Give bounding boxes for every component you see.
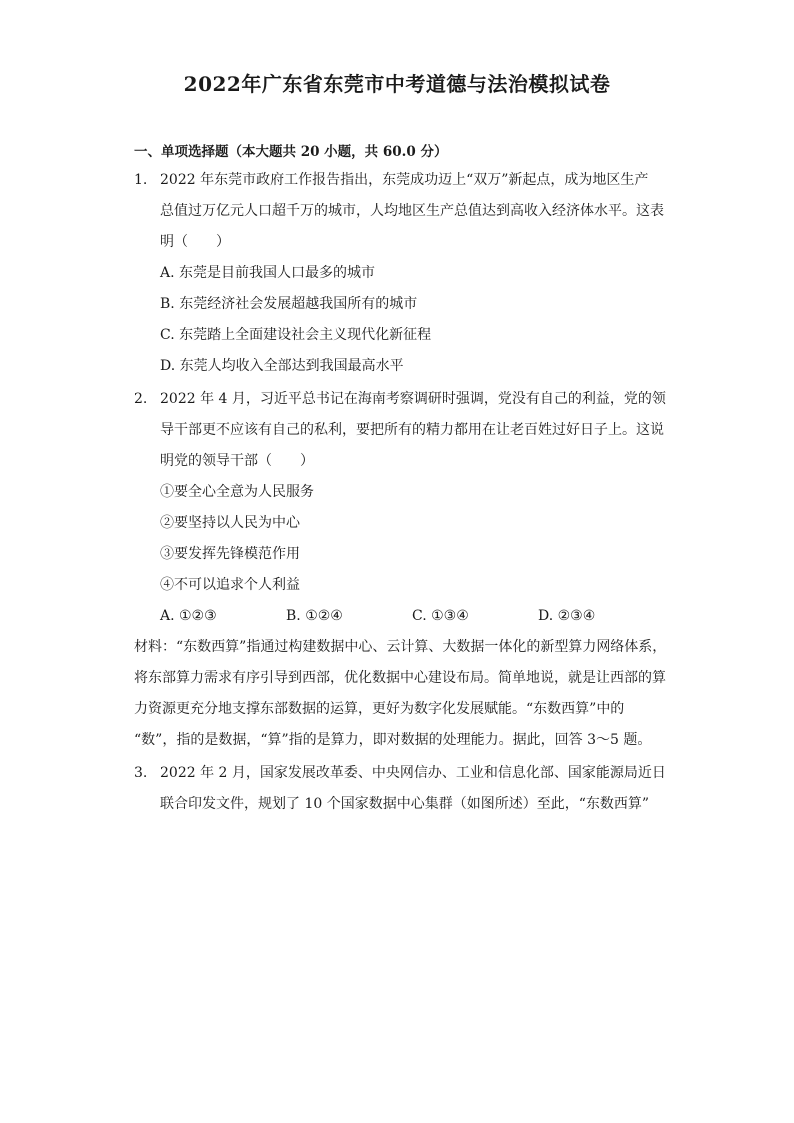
question-1-option-b: B. 东莞经济社会发展超越我国所有的城市 bbox=[160, 296, 418, 312]
question-2-option-b: B. ①②④ bbox=[286, 608, 343, 624]
question-1-line: 2022 年东莞市政府工作报告指出，东莞成功迈上“双万”新起点，成为地区生产 bbox=[160, 172, 649, 188]
question-3-line: 联合印发文件，规划了 10 个国家数据中心集群（如图所述）至此，“东数西算” bbox=[160, 796, 650, 812]
question-1-line: 明（ ） bbox=[160, 234, 230, 250]
question-2-line: 2022 年 4 月，习近平总书记在海南考察调研时强调，党没有自己的利益，党的领 bbox=[160, 391, 666, 407]
question-1-option-a: A. 东莞是目前我国人口最多的城市 bbox=[160, 265, 376, 281]
material-line: 将东部算力需求有序引导到西部，优化数据中心建设布局。简单地说，就是让西部的算 bbox=[134, 670, 666, 686]
question-1-line: 总值过万亿元人口超千万的城市，人均地区生产总值达到高收入经济体水平。这表 bbox=[160, 203, 664, 219]
question-1-option-d: D. 东莞人均收入全部达到我国最高水平 bbox=[160, 358, 404, 374]
material-line: “数”，指的是数据，“算”指的是算力，即对数据的处理能力。据此，回答 3～5 题。 bbox=[134, 732, 652, 748]
question-2-statement: ②要坚持以人民为中心 bbox=[160, 515, 300, 531]
question-2-statement: ③要发挥先锋模范作用 bbox=[160, 546, 300, 562]
question-3-number: 3. bbox=[134, 765, 148, 781]
question-2-option-c: C. ①③④ bbox=[412, 608, 469, 624]
material-line: 力资源更充分地支撑东部数据的运算，更好为数字化发展赋能。“东数西算”中的 bbox=[134, 701, 625, 717]
question-2-line: 明党的领导干部（ ） bbox=[160, 453, 314, 469]
section-heading: 一、单项选择题（本大题共 20 小题，共 60.0 分） bbox=[134, 144, 448, 160]
question-1-option-c: C. 东莞踏上全面建设社会主义现代化新征程 bbox=[160, 327, 432, 343]
question-2-option-a: A. ①②③ bbox=[160, 608, 217, 624]
question-2-line: 导干部更不应该有自己的私利，要把所有的精力都用在让老百姓过好日子上。这说 bbox=[160, 422, 664, 438]
material-line: 材料：“东数西算”指通过构建数据中心、云计算、大数据一体化的新型算力网络体系， bbox=[134, 639, 667, 655]
question-2-statement: ④不可以追求个人利益 bbox=[160, 577, 300, 593]
question-2-number: 2. bbox=[134, 391, 148, 407]
question-1-number: 1. bbox=[134, 172, 148, 188]
exam-title: 2022年广东省东莞市中考道德与法治模拟试卷 bbox=[183, 72, 611, 96]
question-2-statement: ①要全心全意为人民服务 bbox=[160, 484, 314, 500]
question-2-option-d: D. ②③④ bbox=[538, 608, 596, 624]
question-3-line: 2022 年 2 月，国家发展改革委、中央网信办、工业和信息化部、国家能源局近日 bbox=[160, 765, 666, 781]
